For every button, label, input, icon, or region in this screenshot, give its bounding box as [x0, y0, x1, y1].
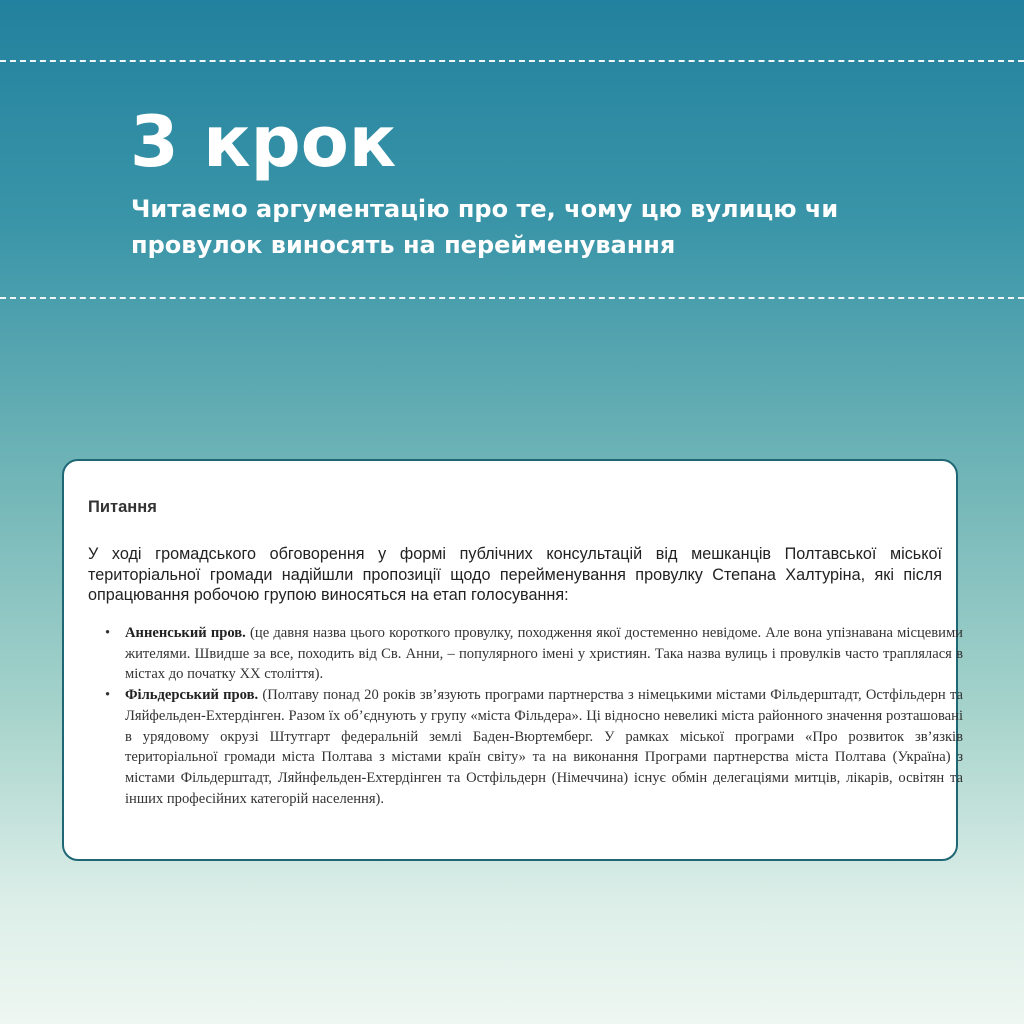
- step-subtitle: Читаємо аргументацію про те, чому цю вулицю чи провулок виносять на перейменування: [131, 195, 839, 259]
- proposal-name: Фільдерський пров.: [125, 687, 259, 704]
- list-item: [125, 623, 963, 685]
- proposal-list: [101, 623, 963, 809]
- bottom-dashed-divider: [0, 297, 1024, 299]
- top-dashed-divider: [0, 60, 1024, 62]
- step-title: 3 крок: [130, 101, 397, 183]
- proposal-description: (Полтаву понад 20 років зв’язують програми партнерства з німецькими містами Фільдерштадт, Остфільдерн та Ляйфельден-Ехтердінген. Разом їх об’єднують у групу «міста Фільдера». Ці відносно невеликі міста районного значення розташовані в урядовому окрузі Штутгарт федеральній землі Баден-Вюртемберг. У рамках міської програми «Про розвиток зв’язків територіальної громади міста Полтава з містами країн світу» та на виконання Програми партнерства міста Полтава (Україна) з містами Фільдерштадт, Ляйнфельден-Ехтердінген та Остфільдерн (Німеччина) існує обмін делегаціями митців, лікарів, освітян та інших професійних категорій населення).: [125, 687, 963, 807]
- proposal-name: Анненський пров.: [125, 625, 246, 641]
- document-excerpt-card: [62, 459, 963, 861]
- proposal-description: (це давня назва цього короткого провулку, походження якої достеменно невідоме. Але вона упізнавана місцевими жителями. Швидше за все, походить від Св. Анни, – популярного імені у християн. Така назва вулиць і провулків часто траплялася в містах до початку XX століття).: [125, 625, 963, 683]
- document-intro-paragraph: У ході громадського обговорення у формі публічних консультацій від мешканців Полтавської міської територіальної громади надійшли пропозиції щодо перейменування провулку Степана Халтуріна, які після опрацювання робочою групою виносяться на етап голосування:: [88, 545, 942, 604]
- list-item: [125, 685, 963, 809]
- document-section-title: Питання: [88, 498, 157, 516]
